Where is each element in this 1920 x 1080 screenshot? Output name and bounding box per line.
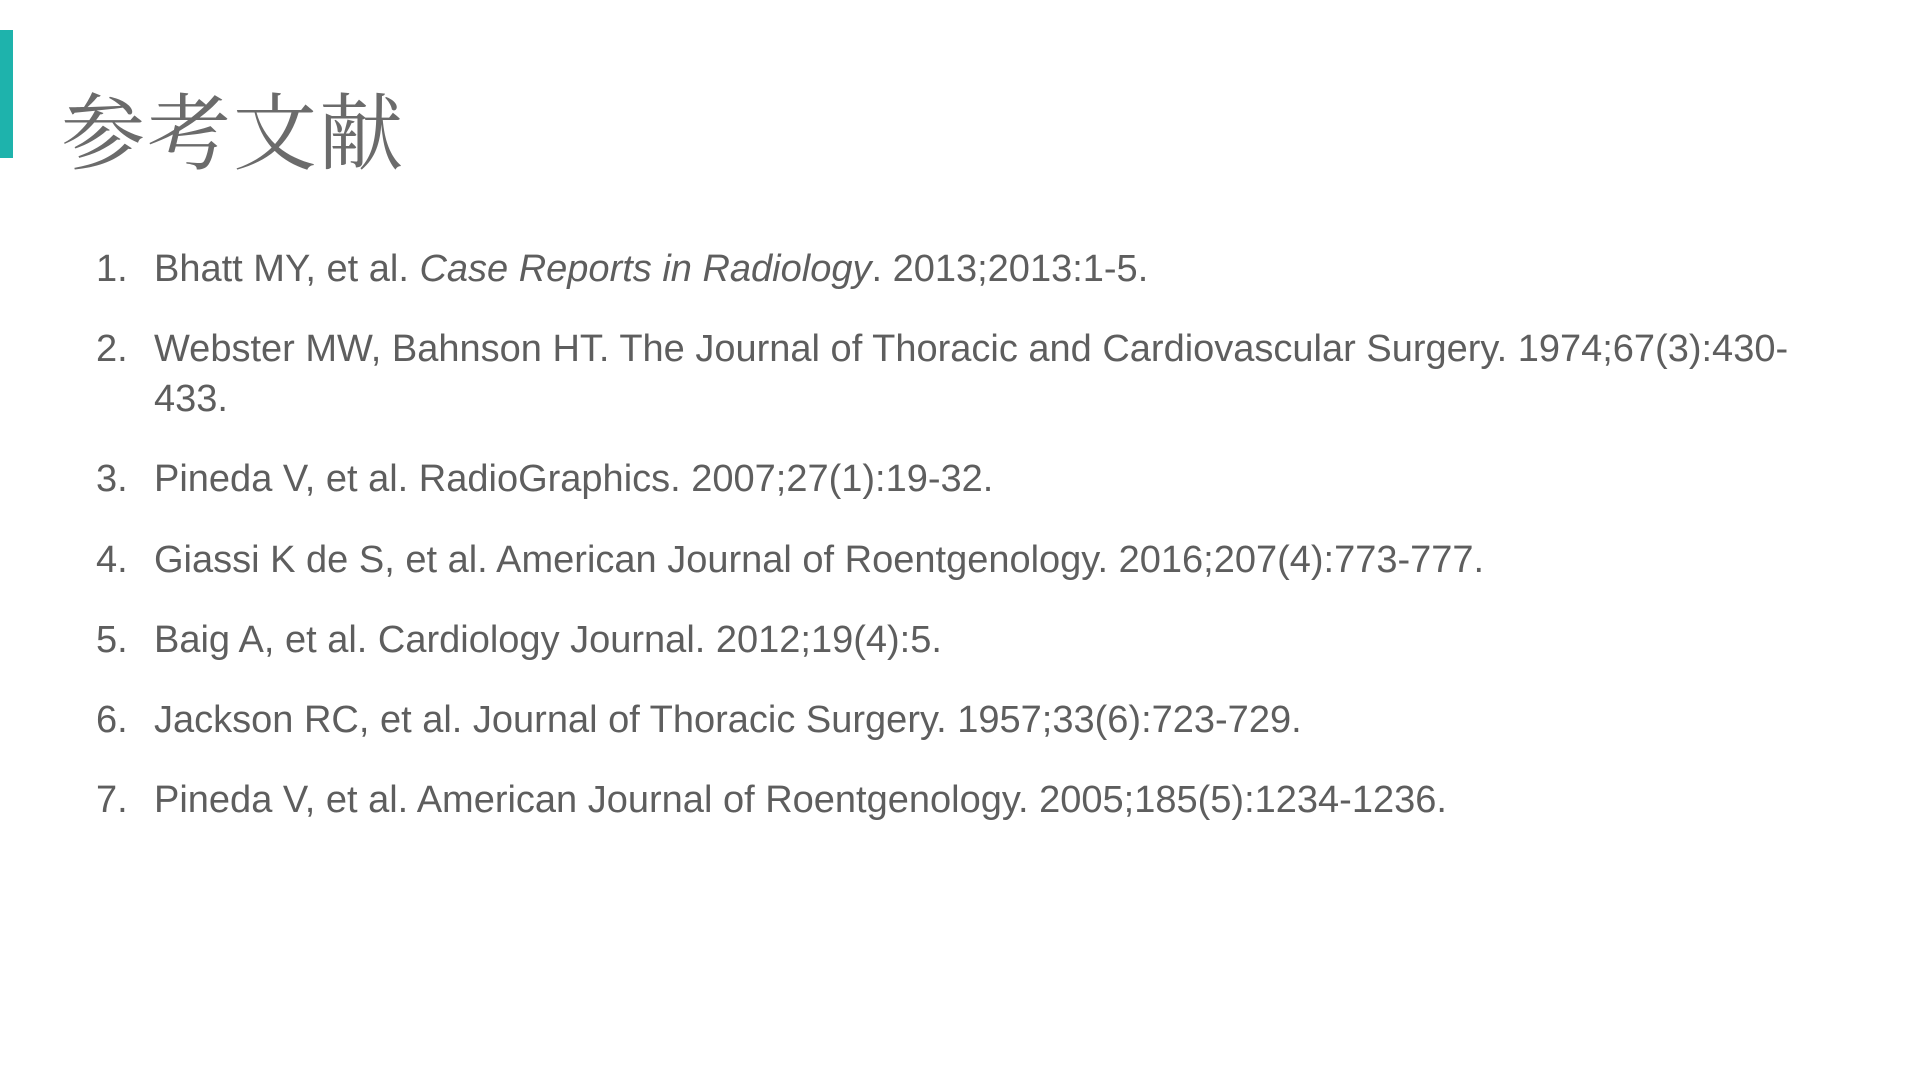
list-item-text <box>154 775 1856 825</box>
list-item <box>96 775 1856 825</box>
reference-journal-italic: Case Reports in Radiology <box>419 248 872 290</box>
page-title: 参考文献 <box>61 87 406 182</box>
list-item <box>96 454 1856 504</box>
list-item-number: 6. <box>96 698 128 741</box>
reference-pre: Webster MW, Bahnson HT. The Journal of Thoracic and Cardiovascular Surgery. 1974;67(3):430-433. <box>154 328 1789 421</box>
list-item <box>96 244 1856 294</box>
list-item-text <box>154 244 1856 294</box>
list-item-text <box>154 615 1856 665</box>
list-item-number: 7. <box>96 779 128 822</box>
list-item-number: 2. <box>96 328 128 371</box>
reference-pre: Baig A, et al. Cardiology Journal. 2012;19(4):5. <box>154 618 942 661</box>
list-item <box>96 324 1856 424</box>
list-item-text <box>154 324 1856 424</box>
list-item-number: 5. <box>96 618 128 661</box>
list-item-text <box>154 535 1856 585</box>
list-item-text <box>154 454 1856 504</box>
reference-pre: Bhatt MY, et al. <box>154 248 420 290</box>
list-item-number: 1. <box>96 248 128 290</box>
list-item-text <box>154 695 1856 745</box>
reference-list <box>56 244 1856 855</box>
list-item <box>96 615 1856 665</box>
list-item-number: 3. <box>96 458 128 501</box>
reference-pre: Pineda V, et al. American Journal of Roentgenology. 2005;185(5):1234-1236. <box>154 779 1447 822</box>
list-item <box>96 695 1856 745</box>
reference-post: . 2013;2013:1-5. <box>871 248 1149 290</box>
reference-pre: Jackson RC, et al. Journal of Thoracic Surgery. 1957;33(6):723-729. <box>154 698 1302 741</box>
list-item <box>96 535 1856 585</box>
slide-title-block <box>0 30 405 239</box>
reference-pre: Giassi K de S, et al. American Journal of Roentgenology. 2016;207(4):773-777. <box>154 538 1485 581</box>
list-item-number: 4. <box>96 538 128 581</box>
title-accent-bar <box>0 30 13 158</box>
reference-pre: Pineda V, et al. RadioGraphics. 2007;27(1):19-32. <box>154 458 994 501</box>
